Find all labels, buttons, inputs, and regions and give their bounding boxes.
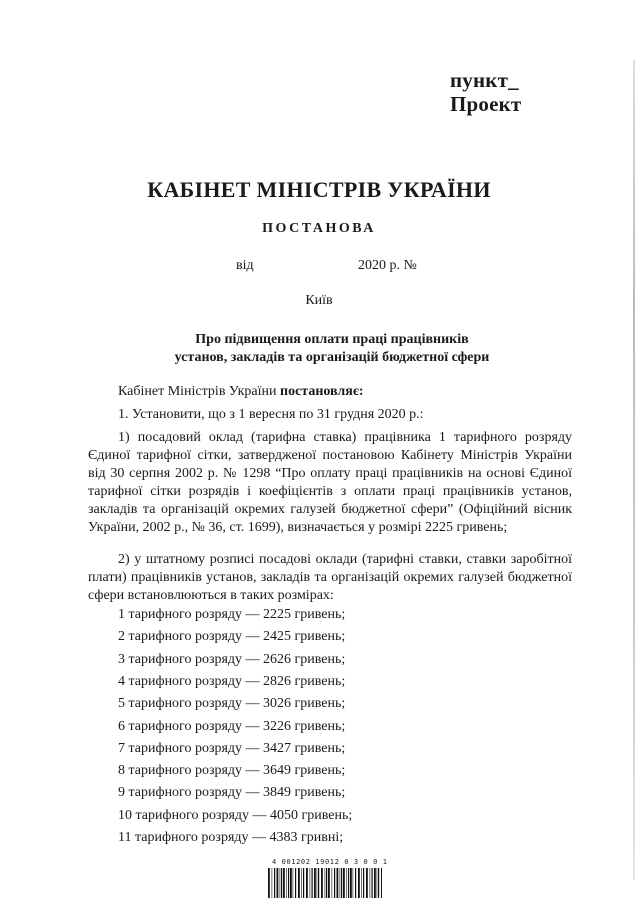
barcode-bar bbox=[370, 868, 371, 898]
barcode bbox=[268, 868, 382, 898]
barcode-bar bbox=[328, 868, 330, 898]
barcode-bar bbox=[343, 868, 345, 898]
barcode-bar bbox=[286, 868, 287, 898]
rate-item: 9 тарифного розряду — 3849 гривень; bbox=[118, 785, 346, 801]
barcode-bar bbox=[317, 868, 318, 898]
barcode-bar bbox=[268, 868, 270, 898]
barcode-bar bbox=[358, 868, 360, 898]
barcode-bar bbox=[272, 868, 273, 898]
rate-item: 3 тарифного розряду — 2626 гривень; bbox=[118, 651, 346, 667]
barcode-bar bbox=[366, 868, 368, 898]
intro-text: Кабінет Міністрів України bbox=[118, 384, 280, 399]
barcode-bar bbox=[326, 868, 327, 898]
barcode-bar bbox=[363, 868, 364, 898]
intro-bold: постановляє: bbox=[280, 384, 364, 399]
barcode-bar bbox=[321, 868, 323, 898]
barcode-bar bbox=[377, 868, 378, 898]
document-title bbox=[110, 331, 554, 367]
title-line-2: установ, закладів та організацій бюджетної сфери bbox=[174, 350, 490, 365]
barcode-bar bbox=[348, 868, 349, 898]
barcode-bar bbox=[312, 868, 313, 898]
clause-1-1: 1) посадовий оклад (тарифна ставка) працівника 1 тарифного розряду Єдиної тарифної сітки, затвердженої постановою Кабінету Міністрів України від 30 серпня 2002 р. № 1298 “Про оплату праці працівників на основі Єдиної тарифної сітки розрядів і коефіцієнтів з оплати праці працівників установ, закладів та організацій окремих галузей бюджетної сфери” (Офіційний вісник України, 2002 р., № 36, ст. 1699), визначається у розмірі 2225 гривень; bbox=[88, 430, 572, 535]
intro-paragraph bbox=[88, 383, 572, 401]
title-line-1: Про підвищення оплати праці працівників bbox=[195, 332, 469, 347]
rate-item: 10 тарифного розряду — 4050 гривень; bbox=[118, 807, 353, 823]
barcode-bar bbox=[353, 868, 354, 898]
barcode-bar bbox=[281, 868, 282, 898]
barcode-bar bbox=[378, 868, 379, 898]
barcode-bar bbox=[303, 868, 304, 898]
barcode-bar bbox=[372, 868, 373, 898]
barcode-bar bbox=[306, 868, 308, 898]
barcode-bar bbox=[318, 868, 319, 898]
stamp-line-1: пункт_ bbox=[450, 68, 519, 92]
barcode-number: 4 001202 19012 0 3 0 0 1 bbox=[272, 858, 388, 866]
clause-1-2: 2) у штатному розписі посадові оклади (тарифні ставки, ставки заробітної плати) працівників установ, закладів та організацій окремих галузей бюджетної сфери встановлюються в таких розмірах: bbox=[88, 552, 572, 603]
barcode-bar bbox=[310, 868, 311, 898]
barcode-bar bbox=[283, 868, 285, 898]
rate-item: 5 тарифного розряду — 3026 гривень; bbox=[118, 696, 346, 712]
rate-item: 4 тарифного розряду — 2826 гривень; bbox=[118, 673, 346, 689]
rate-item: 6 тарифного розряду — 3226 гривень; bbox=[118, 718, 346, 734]
barcode-bar bbox=[290, 868, 292, 898]
barcode-bar bbox=[325, 868, 326, 898]
issuing-body: КАБІНЕТ МІНІСТРІВ УКРАЇНИ bbox=[147, 177, 491, 202]
barcode-bar bbox=[361, 868, 362, 898]
stamp-line-2: Проект bbox=[450, 92, 522, 116]
barcode-bar bbox=[374, 868, 376, 898]
barcode-bar bbox=[334, 868, 335, 898]
rate-item: 7 тарифного розряду — 3427 гривень; bbox=[118, 740, 346, 756]
document-type: ПОСТАНОВА bbox=[262, 221, 376, 236]
barcode-bar bbox=[274, 868, 275, 898]
rate-item: 2 тарифного розряду — 2425 гривень; bbox=[118, 629, 346, 645]
barcode-bar bbox=[340, 868, 341, 898]
barcode-bar bbox=[280, 868, 281, 898]
barcode-bar bbox=[295, 868, 296, 898]
barcode-bar bbox=[298, 868, 300, 898]
rate-item: 11 тарифного розряду — 4383 гривні; bbox=[118, 830, 344, 845]
draft-stamp bbox=[450, 68, 521, 116]
barcode-bar bbox=[381, 868, 382, 898]
barcode-bar bbox=[341, 868, 342, 898]
barcode-bar bbox=[288, 868, 289, 898]
barcode-bar bbox=[350, 868, 352, 898]
date-year-number: 2020 р. № bbox=[358, 258, 417, 273]
barcode-bar bbox=[277, 868, 279, 898]
barcode-bar bbox=[332, 868, 333, 898]
clause-1: 1. Установити, що з 1 вересня по 31 грудня 2020 р.: bbox=[118, 407, 424, 422]
rate-item: 1 тарифного розряду — 2225 гривень; bbox=[118, 607, 346, 622]
barcode-bar bbox=[293, 868, 294, 898]
date-from-label: від bbox=[236, 258, 254, 273]
barcode-bar bbox=[314, 868, 316, 898]
barcode-bar bbox=[355, 868, 356, 898]
barcode-bar bbox=[346, 868, 347, 898]
barcode-bar bbox=[337, 868, 339, 898]
barcode-bar bbox=[301, 868, 302, 898]
city: Київ bbox=[305, 293, 333, 308]
rate-item: 8 тарифного розряду — 3649 гривень; bbox=[118, 763, 346, 779]
